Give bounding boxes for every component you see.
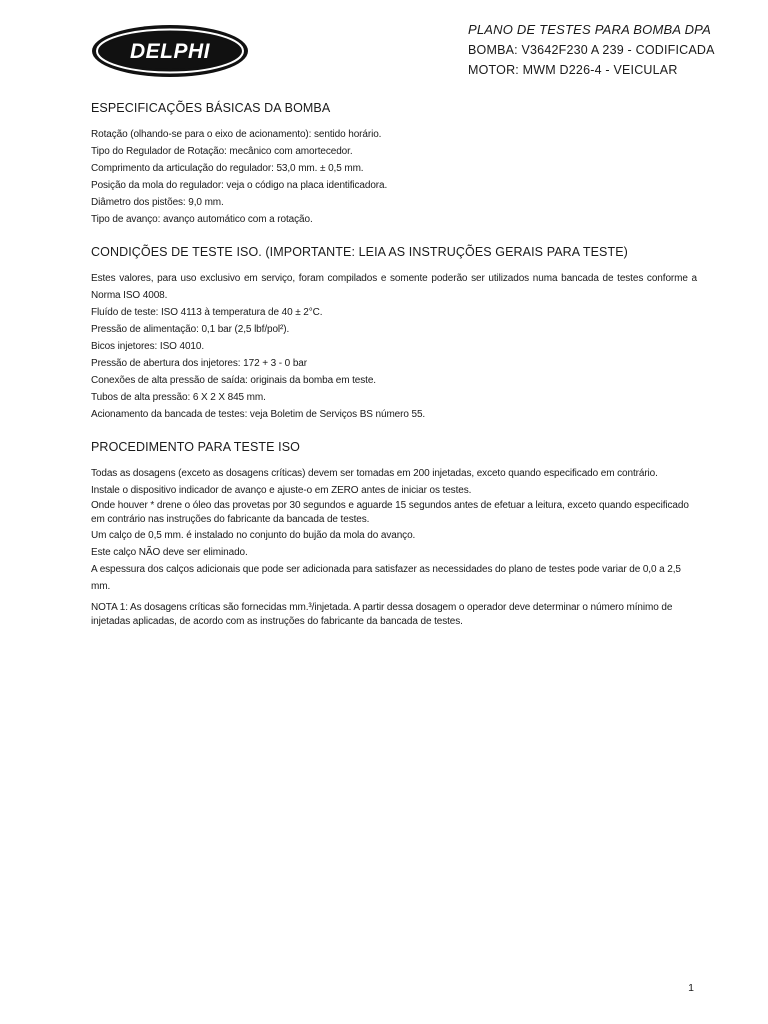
iso-intro: Estes valores, para uso exclusivo em serviço, foram compilados e somente poderão ser utilizados numa bancada de testes conforme a Norma ISO 4008. (91, 273, 697, 301)
spec-line: Posição da mola do regulador: veja o código na placa identificadora. (91, 180, 388, 191)
note-1: NOTA 1: As dosagens críticas são fornecidas mm.³/injetada. A partir dessa dosagem o operador deve determinar o número mínimo de injetadas aplicadas, de acordo com as instruções do fabricante da bancada de testes. (91, 602, 673, 627)
iso-condition-line: Pressão de alimentação: 0,1 bar (2,5 lbf/pol²). (91, 324, 290, 335)
plan-title: PLANO DE TESTES PARA BOMBA DPA (468, 22, 711, 37)
iso-procedure-title: PROCEDIMENTO PARA TESTE ISO (91, 440, 300, 454)
iso-procedure-section (91, 439, 697, 629)
iso-condition-line: Pressão de abertura dos injetores: 172 + 3 - 0 bar (91, 358, 307, 369)
spec-line: Rotação (olhando-se para o eixo de acionamento): sentido horário. (91, 129, 382, 140)
iso-condition-line: Bicos injetores: ISO 4010. (91, 341, 205, 352)
iso-conditions-title: CONDIÇÕES DE TESTE ISO. (IMPORTANTE: LEIA AS INSTRUÇÕES GERAIS PARA TESTE) (91, 245, 628, 259)
engine-model: MOTOR: MWM D226-4 - VEICULAR (468, 63, 678, 77)
page-number: 1 (688, 982, 694, 994)
procedure-line: Este calço NÃO deve ser eliminado. (91, 547, 248, 558)
procedure-line: Onde houver * drene o óleo das provetas por 30 segundos e aguarde 15 segundos antes de efetuar a leitura, exceto quando especificado em contrário nas instruções do fabricante da bancada de testes. (91, 500, 689, 525)
iso-condition-line: Fluído de teste: ISO 4113 à temperatura de 40 ± 2°C. (91, 307, 323, 318)
iso-condition-line: Acionamento da bancada de testes: veja Boletim de Serviços BS número 55. (91, 409, 426, 420)
spec-line: Diâmetro dos pistões: 9,0 mm. (91, 197, 224, 208)
specs-section (91, 100, 697, 228)
specs-title: ESPECIFICAÇÕES BÁSICAS DA BOMBA (91, 101, 331, 115)
document-header (468, 20, 758, 80)
spec-line: Tipo de avanço: avanço automático com a rotação. (91, 214, 313, 225)
iso-condition-line: Conexões de alta pressão de saída: originais da bomba em teste. (91, 375, 376, 386)
iso-condition-line: Tubos de alta pressão: 6 X 2 X 845 mm. (91, 392, 266, 403)
spec-line: Comprimento da articulação do regulador: 53,0 mm. ± 0,5 mm. (91, 163, 364, 174)
spec-line: Tipo do Regulador de Rotação: mecânico com amortecedor. (91, 146, 353, 157)
procedure-line: Todas as dosagens (exceto as dosagens críticas) devem ser tomadas em 200 injetadas, exceto quando especificado em contrário. (91, 468, 658, 479)
document-body (91, 100, 697, 629)
procedure-line: Um calço de 0,5 mm. é instalado no conjunto do bujão da mola do avanço. (91, 530, 416, 541)
pump-code: BOMBA: V3642F230 A 239 - CODIFICADA (468, 43, 715, 57)
iso-conditions-section (91, 244, 697, 423)
procedure-line: Instale o dispositivo indicador de avanço e ajuste-o em ZERO antes de iniciar os testes. (91, 485, 472, 496)
logo-text: DELPHI (129, 40, 211, 63)
procedure-line: A espessura dos calços adicionais que pode ser adicionada para satisfazer as necessidades do plano de testes pode variar de 0,0 a 2,5 mm. (91, 564, 681, 592)
delphi-logo-icon (91, 24, 249, 78)
